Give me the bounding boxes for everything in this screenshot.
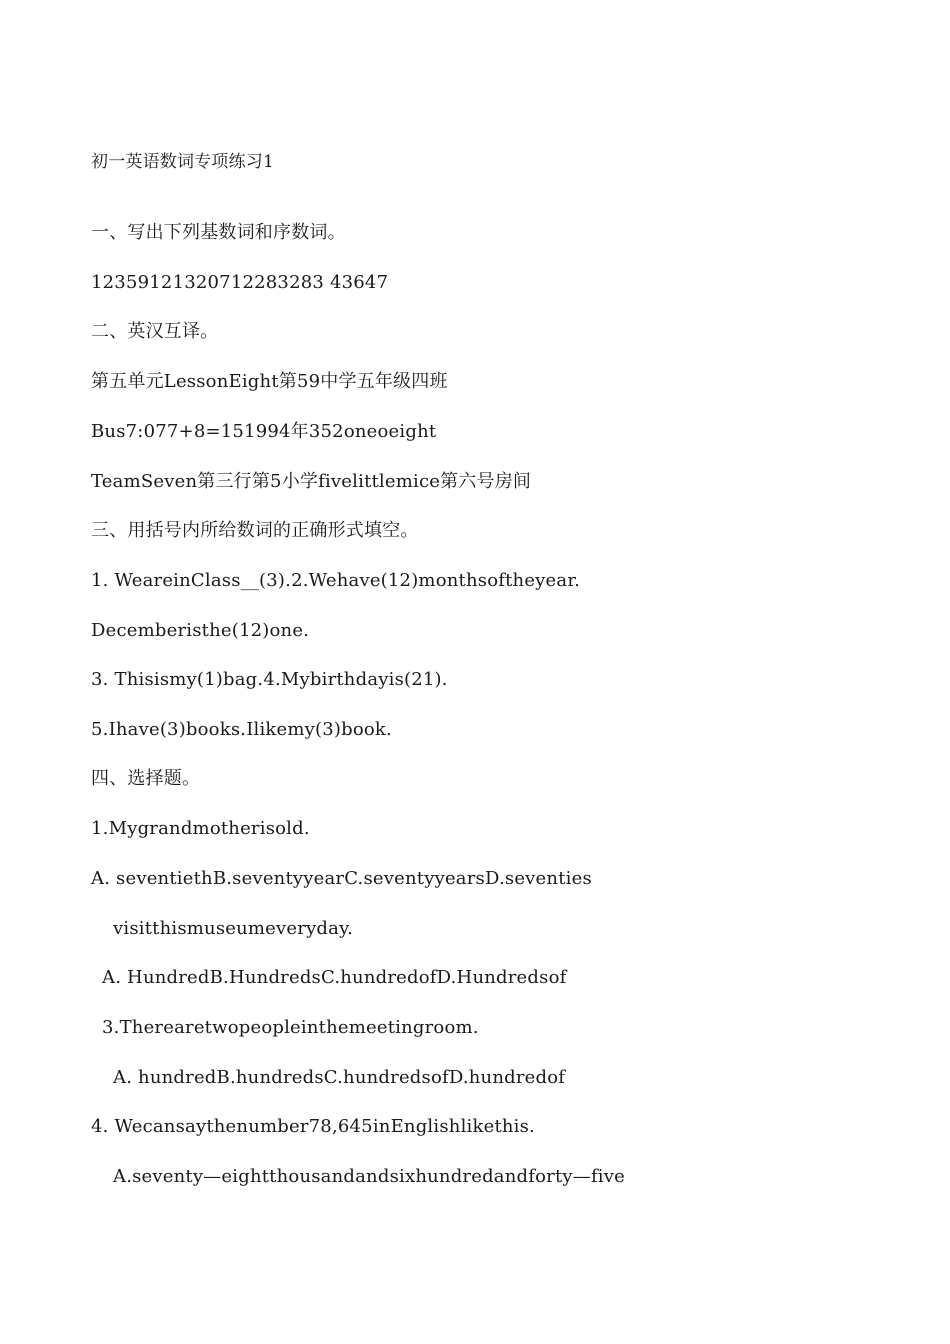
- fill-in-question-2-cont: Decemberisthe(12)one.: [91, 620, 310, 641]
- translation-line-1: 第五单元LessonEight第59中学五年级四班: [91, 371, 448, 392]
- section-heading-4: 四、选择题。: [91, 768, 201, 789]
- translation-line-3: TeamSeven第三行第5小学fivelittlemice第六号房间: [91, 471, 532, 492]
- document-title: 初一英语数词专项练习1: [91, 152, 275, 172]
- fill-in-question-5: 5.Ihave(3)books.Ilikemy(3)book.: [91, 719, 392, 740]
- section-heading-3: 三、用括号内所给数词的正确形式填空。: [91, 520, 419, 541]
- section-heading-2: 二、英汉互译。: [91, 321, 219, 342]
- fill-in-question-3-4: 3. Thisismy(1)bag.4.Mybirthdayis(21).: [91, 669, 448, 690]
- choice-question-2: visitthismuseumeveryday.: [113, 918, 353, 939]
- choice-question-4: 4. Wecansaythenumber78,645inEnglishlikethis.: [91, 1116, 535, 1137]
- choice-question-3: 3.Therearetwopeopleinthemeetingroom.: [102, 1017, 479, 1038]
- section-heading-1: 一、写出下列基数词和序数词。: [91, 222, 346, 243]
- choice-question-1: 1.Mygrandmotherisold.: [91, 818, 310, 839]
- choice-question-4-option-a: A.seventy—eightthousandandsixhundredandforty—five: [113, 1166, 625, 1187]
- choice-question-2-options: A. HundredB.HundredsC.hundredofD.Hundredsof: [102, 967, 567, 988]
- fill-in-question-1-2: 1. WeareinClass__(3).2.Wehave(12)monthsoftheyear.: [91, 570, 581, 591]
- choice-question-1-options: A. seventiethB.seventyyearC.seventyyearsD.seventies: [91, 868, 592, 889]
- number-list: 12359121320712283283 43647: [91, 272, 389, 293]
- translation-line-2: Bus7:077+8=151994年352oneoeight: [91, 421, 437, 442]
- choice-question-3-options: A. hundredB.hundredsC.hundredsofD.hundredof: [113, 1067, 566, 1088]
